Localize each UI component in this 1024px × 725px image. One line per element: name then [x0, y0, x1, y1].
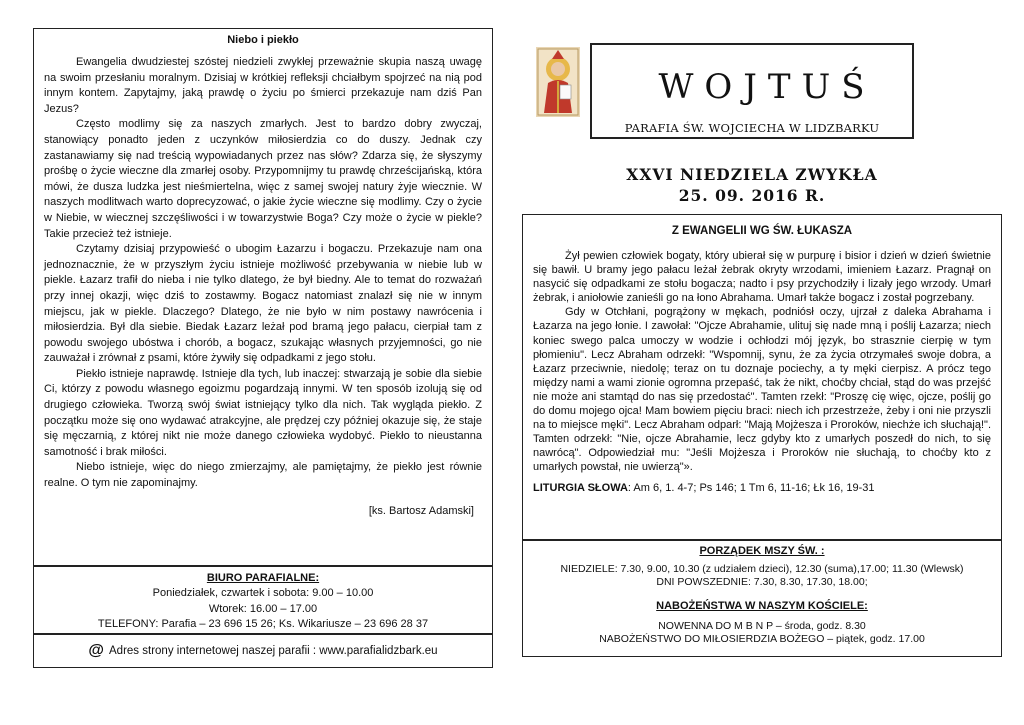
office-title: BIURO PARAFIALNE:	[206, 572, 320, 584]
gospel-paragraph: Gdy w Otchłani, pogrążony w mękach, podniósł oczy, ujrzał z daleka Abrahama i Łazarza na jego łonie. I zawołał: "Ojcze Abrahamie, ulituj się nade mną i poślij Łazarza; niech koniec swego palca umoczy w wodzie i ochłodzi mój język, bo strasznie cierpię w tym płomieniu". Lecz Abraham odrzekł: "Wspomnij, synu, że za życia otrzymałeś swoje dobra, a Łazarz przeciwnie, niedolę; teraz on tu doznaje pociechy, a ty męki cierpisz. A prócz tego między nami a wami zionie ogromna przepaść, tak że nikt, choćby chciał, stąd do was przejść nie może ani stamtąd do nas się przedostać". Tamten rzekł: "Proszę cię więc, ojcze, poślij go do domu mojego ojca! Mam bowiem pięciu braci: niech ich przestrzeże, żeby i oni nie przyszli na to miejsce męki". Lecz Abraham odparł: "Mają Mojżesza i Proroków, niechże ich słuchają!". Tamten odrzekł: "Nie, ojcze Abrahamie, lecz gdyby kto z umarłych poszedł do nich, to się nawrócą". Odpowiedział mu: "Jeśli Mojżesza i Proroków nie słuchają, to choćby kto z umarłych powstał, nie uwierzą"».	[533, 306, 991, 474]
sunday-name: XXVI NIEDZIELA ZWYKŁA	[626, 165, 878, 184]
liturgy-text: : Am 6, 1. 4-7; Ps 146; 1 Tm 6, 11-16; Łk 16, 19-31	[627, 481, 875, 494]
services-title: NABOŻEŃSTWA W NASZYM KOŚCIELE:	[656, 600, 868, 613]
mass-schedule-box	[522, 540, 1002, 657]
article-paragraph: Często modlimy się za naszych zmarłych. Jest to bardzo dobry zwyczaj, stanowiący ponadto jeden z uczynków miłosierdzia co do duszy. Jednak czy zastanawiamy się nad treścią wypowiadanych przez nas słów? Zdarza się, że słyszymy prośbę o życie wieczne dla zmarłej osoby. Przypomnijmy tu prawdę chrześcijańską, która mówi, że dusza ludzka jest nieśmiertelna, więc z samej swojej natury żyje wiecznie. W naszych modlitwach warto doprecyzować, o jakie życie wieczne się modlimy. Czy o życie w Niebie, w wiecznej szczęśliwości i w towarzystwie Boga? Czy może o życie w piekle? Takie przecież też istnieje.	[44, 118, 482, 240]
service-item: NABOŻEŃSTWO DO MIŁOSIERDZIA BOŻEGO – piątek, godz. 17.00	[599, 632, 925, 645]
website-box	[33, 634, 493, 668]
article-body	[44, 55, 482, 492]
parish-name: PARAFIA ŚW. WOJCIECHA W LIDZBARKU	[624, 121, 880, 135]
office-phones: TELEFONY: Parafia – 23 696 15 26; Ks. Wikariusze – 23 696 28 37	[97, 618, 429, 631]
mass-schedule-title: PORZĄDEK MSZY ŚW. :	[699, 545, 825, 557]
article-paragraph: Ewangelia dwudziestej szóstej niedzieli zwykłej przeważnie skupia naszą uwagę na swoim przesłaniu moralnym. Dzisiaj w krótkiej refleksji chciałbym spojrzeć na nią pod innym kontem. Zapytajmy, jaką prawdę o życiu po śmierci przekazuje nam dziś Pan Jezus?	[44, 56, 482, 115]
gospel-box	[522, 214, 1002, 540]
newsletter-title: WOJTUŚ	[658, 67, 876, 107]
article-paragraph: Piekło istnieje naprawdę. Istnieje dla tych, lub inaczej: stwarzają je sobie dla siebie Ci, którzy z powodu własnego egoizmu pogardzają innymi. W ten sposób izolują się od drugiego człowieka. Tworzą swój świat istniejący tylko dla nich. Tak wygląda piekło. Z początku może się ono wydawać atrakcyjne, ale prędzej czy później okazuje się, że staje się męczarnią, z której nikt nie może danego człowieka wydobyć. Piekło to nieustanna samotność i brak miłości.	[44, 367, 482, 458]
liturgy-label: LITURGIA SŁOWA	[533, 481, 628, 494]
liturgy-readings	[533, 482, 991, 494]
service-item: NOWENNA DO M B N P – środa, godz. 8.30	[658, 620, 866, 633]
issue-header	[590, 164, 914, 206]
gospel-paragraph: Żył pewien człowiek bogaty, który ubierał się w purpurę i bisior i dzień w dzień świetnie się bawił. U bramy jego pałacu leżał żebrak okryty wrzodami, imieniem Łazarz. Pragnął on nasycić się odpadkami ze stołu bogacza; nadto i psy przychodziły i lizały jego wrzody. Umarł żebrak, i aniołowie zanieśli go na łono Abrahama. Umarł także bogacz i został pogrzebany.	[533, 250, 991, 305]
reflection-article	[33, 28, 493, 566]
website-text[interactable]: Adres strony internetowej naszej parafii : www.parafialidzbark.eu	[109, 645, 438, 657]
newsletter-masthead	[590, 43, 914, 139]
article-title: Niebo i piekło	[227, 34, 299, 46]
parish-office-box	[33, 566, 493, 634]
gospel-body	[533, 249, 991, 475]
saint-adalbert-icon	[536, 47, 580, 117]
article-paragraph: Czytamy dzisiaj przypowieść o ubogim Łazarzu i bogaczu. Przekazuje nam ona jednoznacznie, że w przyszłym życiu istnieje możliwość przebywania w niebie lub w piekle. Łazarz trafił do nieba i nie tylko dlatego, że był biedny. Ale to temat do rozważań przy innej okazji, więc dziś to zostawmy. Bogacz natomiast znalazł się nie w innym miejscu, jak w piekle. Dlaczego? Dlatego, że nie było w nim postawy nawrócenia i miłosierdzia. Był dla siebie. Biedak Łazarz leżał pod bramą jego pałacu, cierpiał tam z powodu swojego ubóstwa i chorób, a bogacz, szukając własnych przyjemności, go nie zauważał i zrównał z psami, które żywiły się odpadkami z jego stołu.	[44, 243, 482, 365]
office-hours-1: Poniedziałek, czwartek i sobota: 9.00 – 10.00	[152, 587, 374, 600]
gospel-title: Z EWANGELII WG ŚW. ŁUKASZA	[671, 225, 853, 237]
issue-date: 25. 09. 2016 R.	[678, 186, 826, 205]
article-signature: [ks. Bartosz Adamski]	[368, 504, 474, 517]
article-paragraph: Niebo istnieje, więc do niego zmierzajmy, ale pamiętajmy, że piekło jest równie realne. O tym nie zapominajmy.	[44, 461, 482, 490]
at-sign-icon: @	[88, 642, 105, 659]
sunday-masses: NIEDZIELE: 7.30, 9.00, 10.30 (z udziałem dzieci), 12.30 (suma),17.00; 11.30 (Wlewsk)	[560, 563, 964, 575]
office-hours-2: Wtorek: 16.00 – 17.00	[208, 602, 318, 615]
weekday-masses: DNI POWSZEDNIE: 7.30, 8.30, 17.30, 18.00;	[656, 575, 868, 588]
